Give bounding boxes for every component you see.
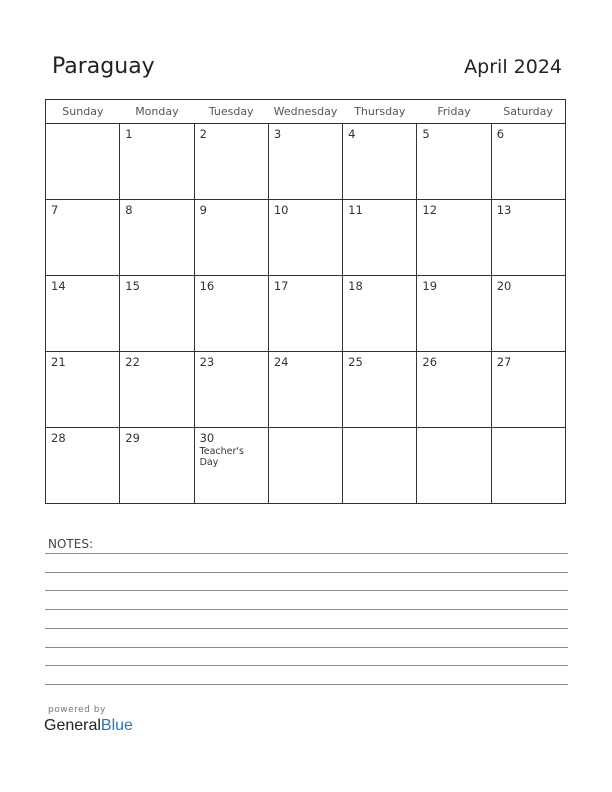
- day-number: 8: [125, 203, 133, 217]
- day-cell: [120, 276, 194, 352]
- weekday-thursday: Thursday: [343, 100, 417, 124]
- weekday-saturday: Saturday: [491, 100, 565, 124]
- day-cell: [417, 200, 491, 276]
- weekday-friday: Friday: [417, 100, 491, 124]
- empty-day-cell: [491, 428, 565, 504]
- day-number: 20: [496, 279, 512, 293]
- day-number: 17: [273, 279, 289, 293]
- note-line: [45, 609, 568, 610]
- day-cell: [46, 428, 120, 504]
- day-cell: [417, 124, 491, 200]
- day-number: 7: [51, 203, 59, 217]
- day-cell: [417, 276, 491, 352]
- note-line: [45, 553, 568, 554]
- calendar-grid: [45, 99, 566, 504]
- logo-text-blue: Blue: [100, 717, 133, 734]
- weekday-monday: Monday: [120, 100, 194, 124]
- note-line: [45, 590, 568, 591]
- day-cell: [46, 276, 120, 352]
- day-number: 1: [125, 127, 133, 141]
- holiday-label: Teacher's Day: [199, 446, 244, 468]
- day-number: 6: [496, 127, 505, 141]
- day-number: 22: [125, 355, 140, 369]
- day-number: 13: [496, 203, 512, 217]
- note-line: [45, 572, 568, 573]
- day-number: 5: [422, 127, 430, 141]
- day-cell: [491, 200, 565, 276]
- week-row: [46, 352, 566, 428]
- day-number: 19: [422, 279, 438, 293]
- day-number: 29: [125, 431, 140, 445]
- country-title: Paraguay: [52, 54, 155, 79]
- weekday-tuesday: Tuesday: [194, 100, 268, 124]
- weekday-header-row: [46, 100, 566, 124]
- day-cell: [268, 276, 342, 352]
- day-number: 21: [51, 355, 66, 369]
- week-row: [46, 200, 566, 276]
- day-cell: [120, 200, 194, 276]
- day-cell: [194, 124, 268, 200]
- month-title: April 2024: [464, 56, 562, 78]
- empty-day-cell: [46, 124, 120, 200]
- empty-day-cell: [268, 428, 342, 504]
- day-number: 25: [348, 355, 363, 369]
- day-number: 9: [199, 203, 207, 217]
- weekday-sunday: Sunday: [46, 100, 120, 124]
- day-cell: [120, 352, 194, 428]
- empty-day-cell: [417, 428, 491, 504]
- generalblue-logo[interactable]: [44, 717, 133, 735]
- day-number: 28: [51, 431, 66, 445]
- day-cell: [491, 124, 565, 200]
- day-number: 11: [348, 203, 363, 217]
- week-row: [46, 276, 566, 352]
- day-number: 26: [422, 355, 438, 369]
- day-cell: [46, 352, 120, 428]
- day-number: 12: [422, 203, 438, 217]
- empty-day-cell: [343, 428, 417, 504]
- day-number: 15: [125, 279, 140, 293]
- note-line: [45, 684, 568, 685]
- day-cell: [120, 428, 194, 504]
- day-cell: [194, 200, 268, 276]
- day-cell: [343, 124, 417, 200]
- day-cell: [491, 352, 565, 428]
- week-row: [46, 428, 566, 504]
- day-cell: [268, 124, 342, 200]
- day-cell: [343, 276, 417, 352]
- day-number: 18: [348, 279, 363, 293]
- day-number: 14: [51, 279, 66, 293]
- day-number: 2: [199, 127, 207, 141]
- day-number: 16: [199, 279, 215, 293]
- day-cell: [194, 428, 268, 504]
- day-cell: [417, 352, 491, 428]
- day-cell: [46, 200, 120, 276]
- day-cell: [491, 276, 565, 352]
- note-line: [45, 665, 568, 666]
- day-cell: [194, 352, 268, 428]
- note-line: [45, 628, 568, 629]
- day-cell: [268, 352, 342, 428]
- day-number: 23: [199, 355, 215, 369]
- powered-by-text: powered by: [48, 705, 106, 715]
- week-row: [46, 124, 566, 200]
- day-cell: [268, 200, 342, 276]
- day-cell: [343, 352, 417, 428]
- logo-text-general: General: [44, 717, 101, 734]
- day-number: 27: [496, 355, 512, 369]
- day-number: 4: [348, 127, 356, 141]
- day-number: 10: [273, 203, 289, 217]
- day-number: 24: [273, 355, 289, 369]
- day-cell: [194, 276, 268, 352]
- day-cell: [120, 124, 194, 200]
- day-number: 30: [199, 431, 215, 445]
- notes-label: NOTES:: [48, 537, 93, 551]
- day-number: 3: [273, 127, 282, 141]
- weekday-wednesday: Wednesday: [268, 100, 342, 124]
- note-line: [45, 647, 568, 648]
- day-cell: [343, 200, 417, 276]
